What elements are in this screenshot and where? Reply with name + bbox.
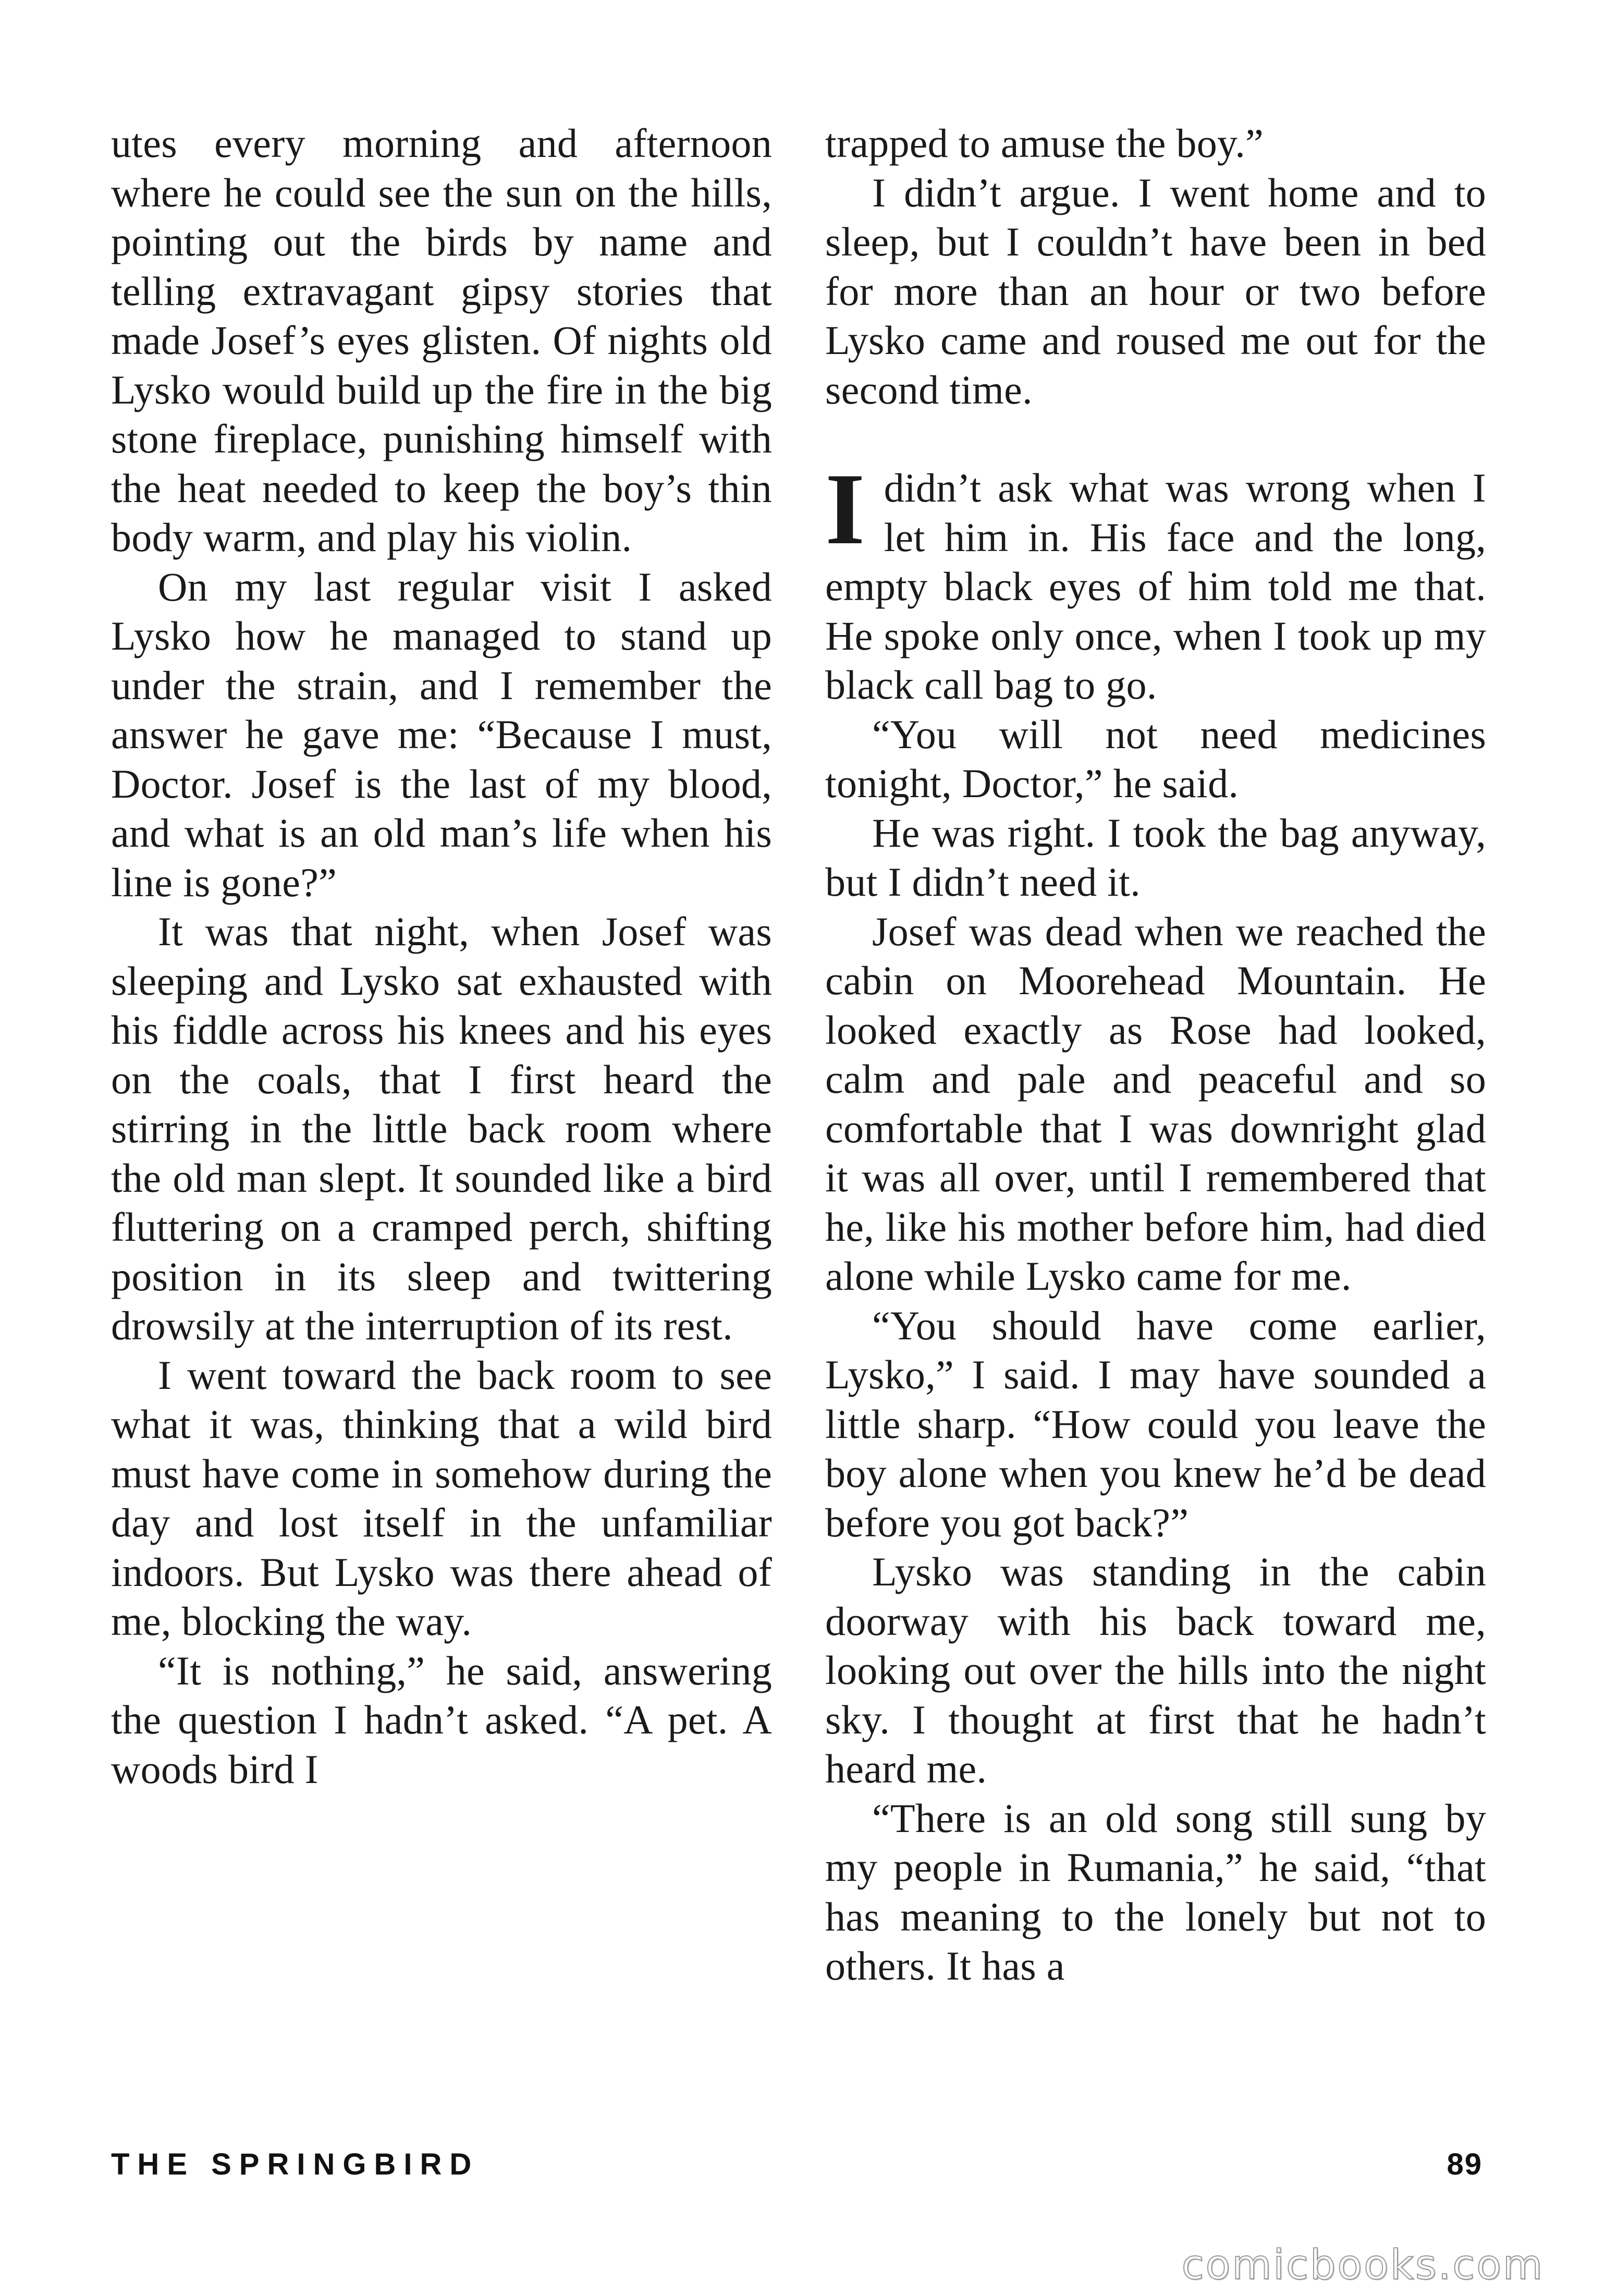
page-number: 89 <box>1447 2147 1483 2181</box>
paragraph: “You should have come earlier, Lysko,” I said. I may have sounded a little sharp. “How could you leave the boy alone when you knew he’d be dead before you got back?” <box>825 1302 1486 1545</box>
paragraph: On my last regular visit I asked Lysko how he managed to stand up under the strain, and I remember the answer he gave me: “Because I must, Doctor. Josef is the last of my blood, and what is an old man’s life when his line is gone?” <box>111 564 772 905</box>
drop-cap: I <box>825 453 865 566</box>
right-text-column <box>825 119 1486 1991</box>
section-first-paragraph-text: didn’t ask what was wrong when I let him in. His face and the long, empty black eyes of him told me that. He spoke only once, when I took up my black call bag to go. <box>825 465 1486 707</box>
left-text-column <box>111 119 772 1794</box>
paragraph: “It is nothing,” he said, answering the question I hadn’t asked. “A pet. A woods bird I <box>111 1647 772 1792</box>
paragraph: I didn’t argue. I went home and to sleep, but I couldn’t have been in bed for more than an hour or two before Lysko came and roused me out for the second time. <box>825 169 1486 412</box>
running-footer-title: THE SPRINGBIRD <box>111 2147 480 2181</box>
paragraph: utes every morning and afternoon where he could see the sun on the hills, pointing out the birds by name and telling extravagant gipsy stories that made Josef’s eyes glisten. Of nights old Lysko would build up the fire in the big stone fireplace, punishing himself with the heat needed to keep the boy’s thin body warm, and play his violin. <box>111 120 772 560</box>
paragraph: He was right. I took the bag anyway, but I didn’t need it. <box>825 810 1486 905</box>
section-first-paragraph <box>825 453 1486 710</box>
watermark: comicbooks.com <box>1181 2242 1544 2289</box>
paragraph: “There is an old song still sung by my people in Rumania,” he said, “that has meaning to the lonely but not to others. It has a <box>825 1795 1486 1988</box>
paragraph: trapped to amuse the boy.” <box>825 120 1264 166</box>
paragraph: Lysko was standing in the cabin doorway with his back toward me, looking out over the hills into the night sky. I thought at first that he hadn’t heard me. <box>825 1549 1486 1791</box>
paragraph: I went toward the back room to see what it was, thinking that a wild bird must have come in somehow during the day and lost itself in the unfamiliar indoors. But Lysko was there ahead of me, blocking the way. <box>111 1352 772 1644</box>
paragraph: “You will not need medicines tonight, Doctor,” he said. <box>825 711 1486 806</box>
paragraph: It was that night, when Josef was sleeping and Lysko sat exhausted with his fiddle across his knees and his eyes on the coals, that I first heard the stirring in the little back room where the old man slept. It sounded like a bird fluttering on a cramped perch, shifting position in its sleep and twittering drowsily at the interruption of its rest. <box>111 909 772 1348</box>
paragraph: Josef was dead when we reached the cabin on Moorehead Mountain. He looked exactly as Rose had looked, calm and pale and peaceful and so comfortable that I was downright glad it was all over, until I remembered that he, like his mother before him, had died alone while Lysko came for me. <box>825 908 1486 1299</box>
